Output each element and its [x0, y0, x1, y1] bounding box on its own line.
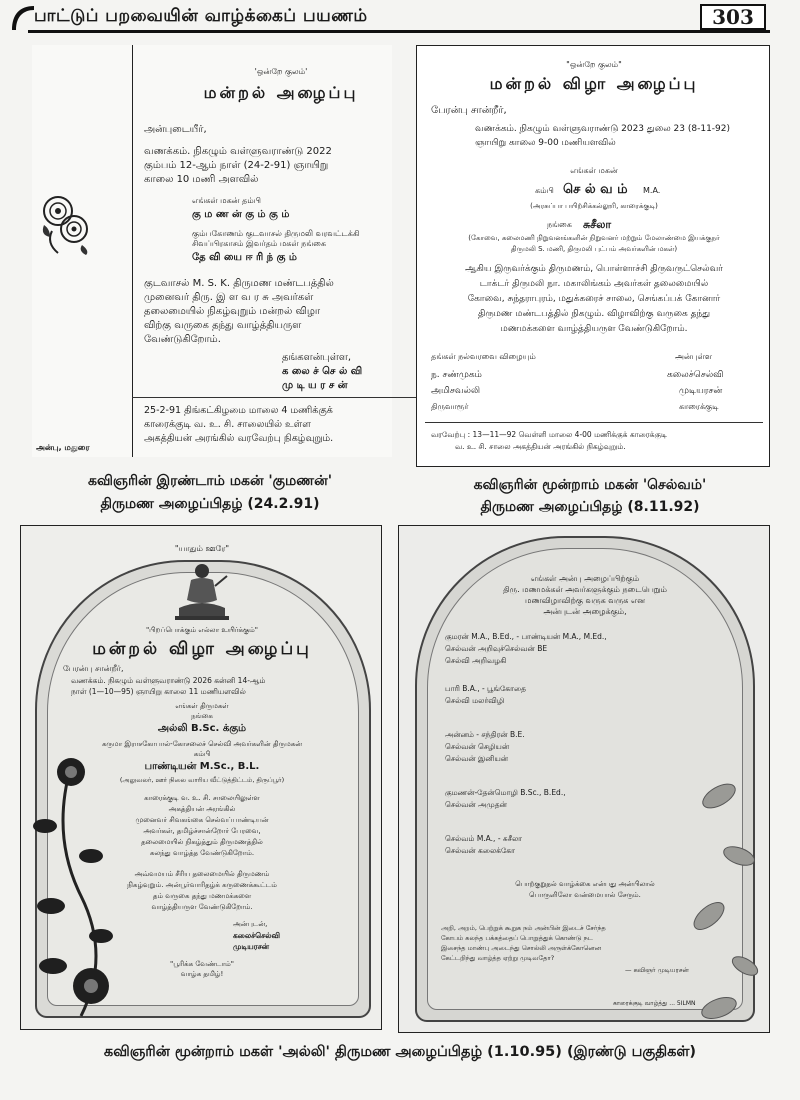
invitation-card-alli-part-2	[398, 525, 770, 1033]
body-line-4: திருமண மண்டபத்தில் நிகழும். விழாவிற்கு வருகை தந்து	[477, 309, 711, 319]
note-line-2: பொருளிலோ வன்மையால் சேரும்.	[529, 891, 641, 899]
bride-intro-1: கும்பகோணம் குடவாசல் திருமலி வரவட்டக்கி	[192, 229, 360, 238]
sign-name-2: மு டி ய ர ச ன்	[282, 380, 348, 391]
reception-line-1: 25-2-91 திங்கட்கிழமை மாலை 4 மணிக்குக்	[144, 405, 333, 416]
date-line-1: வணக்கம். நிகழும் வள்ளுவராண்டு 2022	[144, 146, 332, 157]
leaf-decoration-icon	[669, 776, 765, 1026]
body-line-4: அவர்கள், தமிழ்ச்சான்றோர் பேரவை,	[143, 827, 261, 835]
header-rule	[28, 30, 770, 33]
body-line-6: கலந்து வாழ்த்த வேண்டுகிறோம்.	[149, 849, 255, 857]
family-group-1-line-3: செல்வி அறிவழகி	[445, 656, 507, 665]
intro-line-4: அன்புடன் அழைக்கும்,	[543, 607, 627, 616]
verse-line-1: அறி, அறம், பெற்றுக் கூறுக நம் அன்பின் இடைச் சேர்ந்த	[441, 924, 606, 932]
date-line-2: ஞாயிறு காலை 9-00 மணியளவில்	[475, 138, 616, 148]
family-group-4-line-1: குமணன்-தேன்மொழி B.Sc., B.Ed.,	[445, 788, 566, 797]
floral-vine-icon	[31, 756, 131, 1026]
bride-intro: எங்கள் திருமகள்	[175, 702, 229, 710]
body-line-2: அகத்தியன் அரங்கில்	[168, 805, 236, 813]
footer-slogan: வாழ்க தமிழ்!	[180, 970, 224, 978]
salutation: அன்புடையீர்,	[144, 124, 207, 135]
groom-note: (அலுவலர், ஊர் நிலை வாரிய வீட்டுத்திட்டம், திருப்பூர்)	[119, 776, 285, 784]
bride-name: அல்லி B.Sc. க்கும்	[157, 723, 247, 734]
family-left-1: ந. சண்முகம்	[431, 370, 482, 380]
family-group-2-line-2: செல்வி மலர்விழி	[445, 696, 505, 705]
groom-intro: எங்கள் மகன்	[570, 166, 618, 175]
bride-prefix: நங்கை	[547, 220, 572, 229]
sender-note: அன்பு, மதுரை	[36, 443, 90, 452]
family-left-2: அமிசவல்லி	[431, 386, 481, 396]
family-left-3: திருவாரூர்	[431, 402, 469, 411]
salutation: பேரன்பு சான்றீர்,	[431, 105, 507, 116]
body-line-1: ஆகிய இருவர்க்கும் திருமணம், பொள்ளாச்சி திருவருட்செல்வர்	[465, 264, 723, 274]
date-line-2: கும்பம் 12-ஆம் நாள் (24-2-91) ஞாயிறு	[144, 160, 329, 171]
intro-line-2: திரு. மணமக்கள் அவர்களுக்கும் நடைபெறும்	[503, 585, 667, 594]
body-line-5: மணமக்களை வாழ்த்தியருள வேண்டுகிறோம்.	[500, 324, 688, 334]
family-group-5-line-2: செல்வன் கலைக்கோ	[445, 846, 516, 855]
groom-note: (அரசுப்பா பயிற்சிக்கல்லூரி, காரைக்குடி)	[530, 202, 658, 210]
caption-2-line-2: திருமண அழைப்பிதழ் (8.11.92)	[480, 499, 700, 515]
bride-note-1: (கோவை, கலைமணி நிறுவனங்களின் நிறுவனர் மற்றும் மேலாண்மை இயக்குநர்	[468, 234, 720, 242]
caption-1-line-1: கவிஞரின் இரண்டாம் மகன் 'குமணன்'	[88, 473, 332, 489]
banner-quote: "பிறப்பொக்கும் எல்லா உயிர்க்கும்"	[145, 626, 259, 634]
groom-prefix: கம்பி	[193, 750, 211, 758]
bride-name: சுசீலா	[583, 218, 612, 231]
sign-name-1: க லை ச் செ ல் வி	[282, 366, 363, 377]
family-group-2-line-1: பாரி B.A., - பூங்கோதை	[445, 684, 526, 693]
caption-2-line-1: கவிஞரின் மூன்றாம் மகன் 'செல்வம்'	[473, 477, 707, 493]
caption-3: கவிஞரின் மூன்றாம் மகள் 'அல்லி' திருமண அழைப்பிதழ் (1.10.95) (இரண்டு பகுதிகள்)	[103, 1044, 697, 1060]
rose-icon	[38, 191, 94, 257]
page-number: 303	[700, 4, 766, 30]
groom-prefix: கம்பி	[535, 186, 554, 195]
card-motto: 'ஒன்றே குலம்'	[254, 67, 308, 76]
venue-line-4: விற்கு வருகை தந்து வாழ்த்தியருள	[144, 320, 302, 331]
family-group-1-line-1: குமரன் M.A., B.Ed., - பாண்டியன் M.A., M.Ed.,	[445, 632, 607, 641]
verse-line-3: இசைந்த மாண்பு அடைந்து சொல்லி அருள்க்கோனென	[441, 944, 602, 952]
divider	[425, 422, 763, 423]
family-group-1-line-2: செல்வன் அறிவுச்செல்வன் BE	[445, 644, 548, 653]
card-motto: "ஒன்றே குலம்"	[566, 60, 622, 69]
invitation-card-alli-part-1	[20, 525, 382, 1030]
corner-swash-icon	[10, 4, 36, 32]
date-line-2: நாள் (1—10—95) ஞாயிறு காலை 11 மணியளவில்	[71, 687, 246, 696]
bride-note-2: திருமலி S. மணி, திருமலி புட்பம் அவர்களின் மகள்)	[510, 245, 678, 253]
sign-greeting: அன்புடன்,	[233, 920, 268, 928]
footer-quote: "பூரிக்க வேண்டாம்"	[169, 960, 234, 968]
sign-name-1: கலைச்செல்வி	[233, 931, 281, 940]
body-line-1: காரைக்குடி வ. உ. சி. சாலையிலுள்ள	[144, 794, 260, 802]
date-line-3: காலை 10 மணி அளவில்	[144, 174, 259, 185]
card-title: மன்றல் அழைப்பு	[203, 83, 359, 102]
card-motto: "யாதும் ஊரே"	[174, 544, 230, 553]
body-line-2: டாக்டர் திருமலி நா. மகாலிங்கம் அவர்கள் தலைமையில்	[479, 279, 709, 289]
family-group-5-line-1: செல்வம் M.A., - சுசீலா	[445, 834, 523, 843]
caption-1-line-2: திருமண அழைப்பிதழ் (24.2.91)	[100, 496, 320, 512]
closing-line-4: வாழ்த்தியருள வேண்டுகிறோம்.	[151, 903, 253, 911]
sign-greeting: தங்களன்புள்ள,	[282, 352, 352, 363]
intro-line-1: எங்கள் அன்பு அழைப்பிற்கும்	[530, 574, 640, 583]
family-group-4-line-2: செல்வன் அமுதன்	[445, 800, 507, 809]
closing-line-2: நிகழ்வுறும். அன்பூர்வாரிதழ்க் கருணைக்கூட்டம்	[127, 881, 277, 889]
groom-degree: M.A.	[643, 186, 661, 195]
reception-line-2: வ. உ. சி. சாலை அகத்தியன் அரங்கில் நிகழ்வுறும்.	[455, 442, 626, 451]
family-right-1: கலைச்செல்வி	[667, 370, 724, 380]
family-group-3-line-1: அன்னம் - சந்திரன் B.E.	[445, 730, 525, 739]
body-line-3: முனைவர் சிவகங்கை செல்வப்பாண்டியன்	[135, 816, 269, 824]
groom-intro: கருமா இராசகோபால்-கோசலைச் செல்வி அவர்களின் திருமகன்	[101, 740, 303, 748]
running-header: பாட்டுப் பறவையின் வாழ்க்கைப் பயணம்	[34, 6, 368, 26]
reception-line-2: காரைக்குடி வ. உ. சி. சாலையில் உள்ள	[144, 419, 311, 430]
venue-line-5: வேண்டுகிறோம்.	[144, 334, 221, 345]
invitation-card-kumanan	[32, 45, 392, 457]
date-line-1: வணக்கம். நிகழும் வள்ளுவராண்டு 2023 துலை 23 (8-11-92)	[475, 124, 731, 134]
verse-author: — கவிஞர் முடியரசன்	[625, 966, 689, 974]
bride-intro-2: சிவப்பிரகாசம் இவர்தம் மகள் நங்கை	[192, 239, 326, 248]
family-left-heading: தங்கள் நல்வரவை விழையும்	[431, 352, 536, 361]
closing-line-3: தம் வருகை தந்து மணமக்களை	[152, 892, 252, 900]
bride-name: தே வி யை ஈ ரி ந் கு ம்	[192, 252, 297, 263]
groom-intro: எங்கள் மகன் தம்பி	[192, 196, 261, 205]
verse-line-2: கோபம் கலந்த பக்கத்தைப் பொறுத்துக் கொண்டு நட	[441, 934, 593, 942]
family-right-3: காரைக்குடி	[679, 402, 719, 411]
thiruvalluvar-figure-icon	[171, 560, 233, 622]
note-line-1: பொற்குறுதல் வாழ்க்கை என்பது அன்பிலால்	[515, 880, 655, 888]
verse-line-4: கேட்டறிந்து வாழ்த்த ஏற்று முடிவதோ?	[441, 954, 555, 962]
groom-name: பாண்டியன் M.Sc., B.L.	[144, 761, 260, 772]
venue-line-3: தலைமையில் நிகழ்வுறும் மன்றல் விழா	[144, 306, 321, 317]
bride-prefix: நங்கை	[191, 712, 213, 720]
family-group-3-line-2: செல்வன் செழியன்	[445, 742, 510, 751]
family-group-3-line-3: செல்வன் இனியன்	[445, 754, 509, 763]
closing-note: காரைக்குடி வாழ்த்து ... 5ILMN	[613, 1000, 696, 1007]
invitation-card-selvam	[416, 45, 770, 467]
family-right-heading: அன்புள்ள	[675, 352, 713, 361]
card-title: மன்றல் விழா அழைப்பு	[489, 74, 699, 93]
card-title: மன்றல் விழா அழைப்பு	[92, 639, 312, 659]
groom-name: கு ம ண ன் கு ம் கு ம்	[192, 209, 290, 220]
family-right-2: முடியரசன்	[679, 386, 723, 396]
body-line-3: கோவை, சுந்தராபுரம், மதுக்கரைச் சாலை, செங்கப்பக் கோனார்	[467, 294, 721, 304]
reception-line-1: வரவேற்பு : 13—11—92 வெள்ளி மாலை 4-00 மணிக்குக் காரைக்குடி	[431, 430, 667, 439]
closing-line-1: அவ்வமயம் சீரிய தலைமையில் திருமணம்	[134, 870, 270, 878]
groom-name: செ ல் வ ம்	[563, 182, 628, 197]
sign-name-2: முடியரசன்	[233, 942, 270, 951]
divider	[132, 397, 430, 398]
venue-line-1: குடவாசல் M. S. K. திருமண மண்டபத்தில்	[144, 278, 334, 289]
reception-line-3: அகத்தியன் அரங்கில் வரவேற்பு நிகழ்வுறும்.	[144, 433, 334, 444]
intro-line-3: மணவிழாவிற்கு வருக வருக என	[525, 596, 645, 605]
date-line-1: வணக்கம். நிகழும் வள்ளுவராண்டு 2026 கன்னி 14-ஆம்	[71, 676, 266, 685]
salutation: பேரன்பு சான்றீர்,	[63, 664, 124, 673]
venue-line-2: முனைவர் திரு. இ ள வ ர சு அவர்கள்	[144, 292, 314, 303]
body-line-5: தலைமையில் நிகழ்த்தும் திருமணத்தில்	[141, 838, 263, 846]
